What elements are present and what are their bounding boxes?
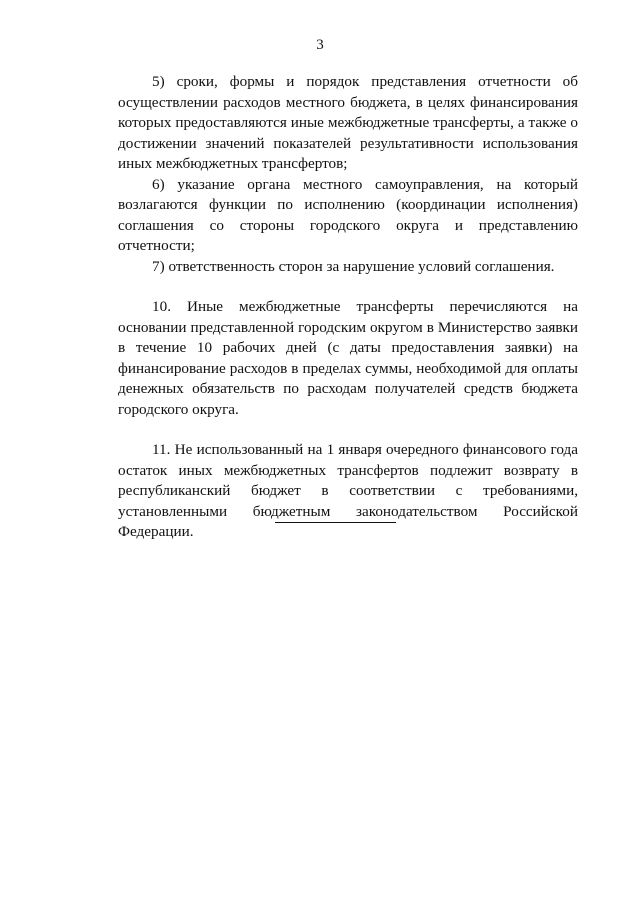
page-number: 3 [316,37,324,53]
list-item-6: 6) указание органа местного самоуправления, на который возлагаются функции по исполнению (координации исполнения) соглашения со стороны городского округа и представлению отчетности; [118,175,578,254]
list-item-5: 5) сроки, формы и порядок представления отчетности об осуществлении расходов местного бюджета, в целях финансирования которых предоставляются иные межбюджетные трансферты, а также о достижении значений показателей результативности использования иных межбюджетных трансфертов; [118,73,578,172]
list-item-7: 7) ответственность сторон за нарушение условий соглашения. [152,257,555,275]
clause-11: 11. Не использованный на 1 января очередного финансового года остаток иных межбюджетных трансфертов подлежит возврату в республиканский бюджет в соответствии с требованиями, установленными бюджетным законодательством Российской Федерации. [118,441,578,540]
document-body [118,72,578,543]
paragraph-gap [118,277,578,297]
paragraph-gap [118,420,578,440]
clause-10: 10. Иные межбюджетные трансферты перечисляются на основании представленной городским округом в Министерство заявки в течение 10 рабочих дней (с даты предоставления заявки) на финансирование расходов в пределах суммы, необходимой для оплаты денежных обязательств по расходам получателей средств бюджета городского округа. [118,298,578,418]
end-separator-line [275,522,396,523]
